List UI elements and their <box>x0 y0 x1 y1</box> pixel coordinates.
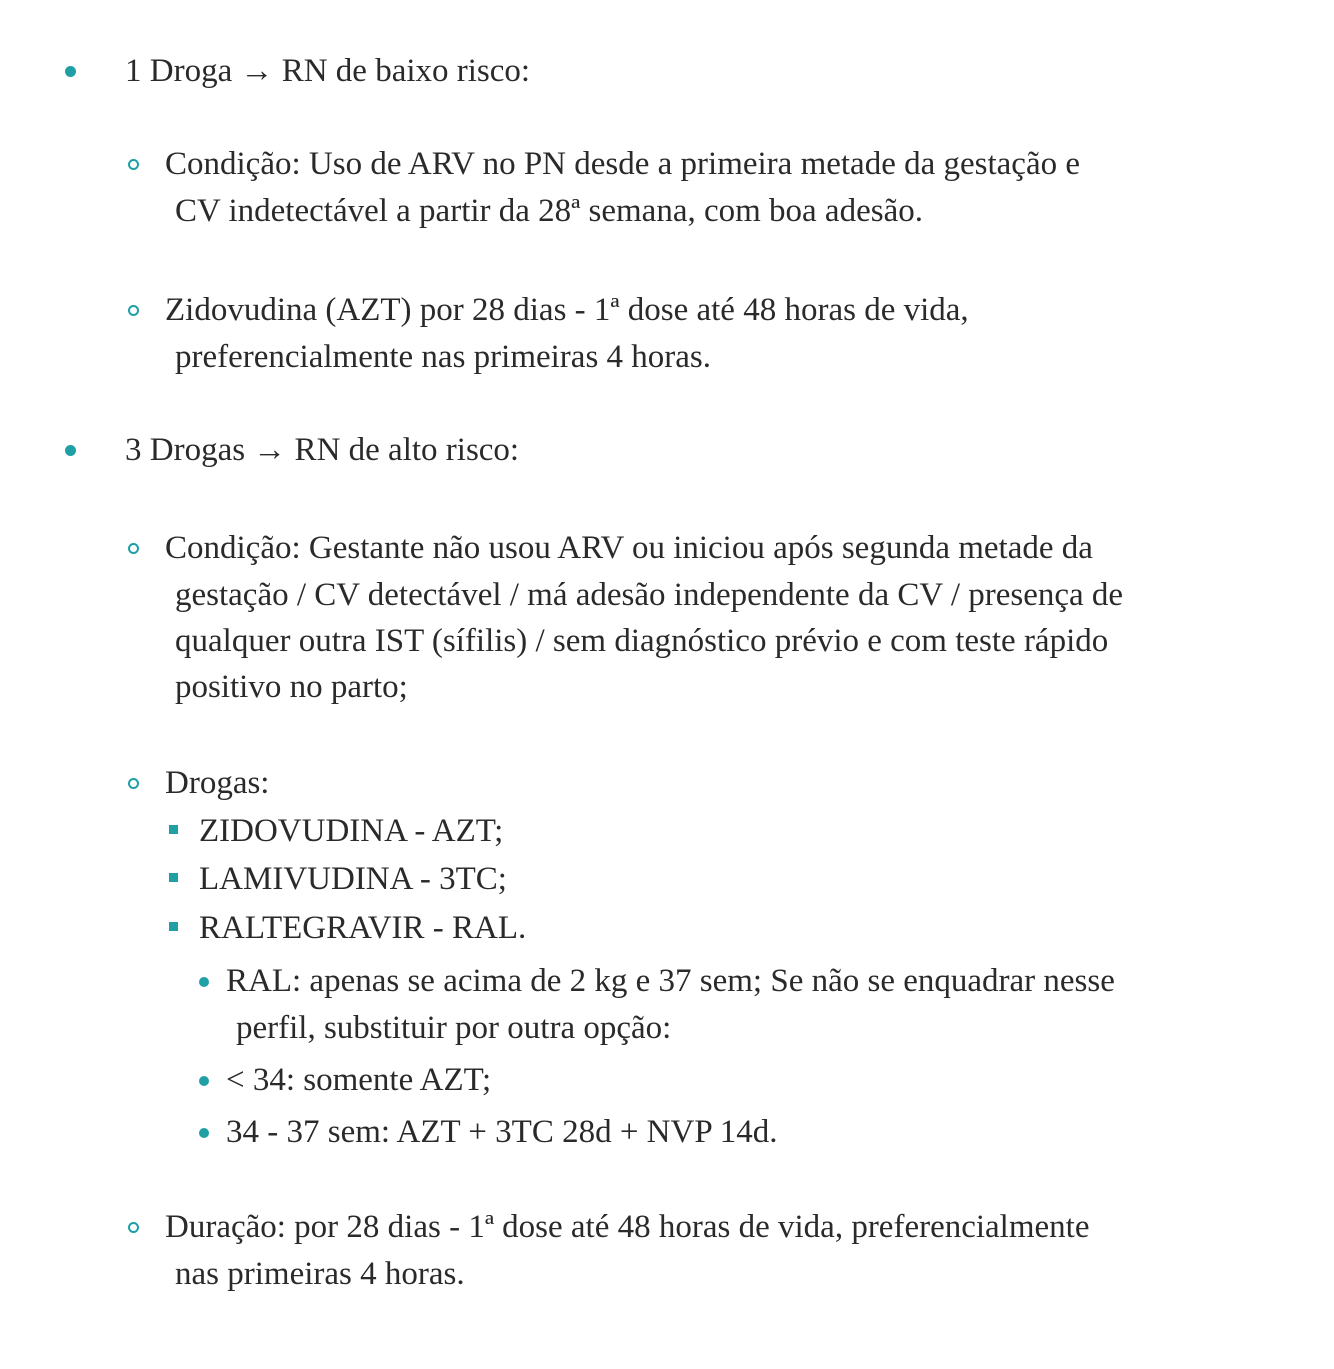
bullet-dot-icon <box>65 66 76 77</box>
section-2-condition-line-3: qualquer outra IST (sífilis) / sem diagnóstico prévio e com teste rápido <box>175 623 1109 659</box>
duracao-line-2: nas primeiras 4 horas. <box>175 1256 465 1292</box>
note-item-line-2: perfil, substituir por outra opção: <box>236 1010 672 1046</box>
circle-bullet-icon <box>128 543 139 554</box>
section-2-condition-line-2: gestação / CV detectável / má adesão independente da CV / presença de <box>175 577 1124 613</box>
note-item: 34 - 37 sem: AZT + 3TC 28d + NVP 14d. <box>226 1114 778 1150</box>
circle-bullet-icon <box>128 778 139 789</box>
bullet-dot-icon <box>65 445 76 456</box>
drug-item: RALTEGRAVIR - RAL. <box>199 910 527 946</box>
section-1-item-1-line-2: CV indetectável a partir da 28ª semana, com boa adesão. <box>175 193 923 229</box>
section-1-item-1-line-1: Condição: Uso de ARV no PN desde a primeira metade da gestação e <box>165 146 1080 182</box>
drogas-label: Drogas: <box>165 765 270 801</box>
section-1-item-2-line-1: Zidovudina (AZT) por 28 dias - 1ª dose até 48 horas de vida, <box>165 292 969 328</box>
small-dot-icon <box>199 1076 209 1086</box>
note-item: < 34: somente AZT; <box>226 1062 492 1098</box>
square-bullet-icon <box>169 922 178 931</box>
section-1-item-2-line-2: preferencialmente nas primeiras 4 horas. <box>175 339 712 375</box>
circle-bullet-icon <box>128 1222 139 1233</box>
drug-item: ZIDOVUDINA - AZT; <box>199 813 504 849</box>
section-2-title: 3 Drogas → RN de alto risco: <box>125 432 520 468</box>
small-dot-icon <box>199 977 209 987</box>
circle-bullet-icon <box>128 159 139 170</box>
square-bullet-icon <box>169 873 178 882</box>
drug-item: LAMIVUDINA - 3TC; <box>199 861 507 897</box>
small-dot-icon <box>199 1128 209 1138</box>
section-2-condition-line-1: Condição: Gestante não usou ARV ou iniciou após segunda metade da <box>165 530 1093 566</box>
square-bullet-icon <box>169 825 178 834</box>
section-1-title: 1 Droga → RN de baixo risco: <box>125 53 531 89</box>
circle-bullet-icon <box>128 305 139 316</box>
section-2-condition-line-4: positivo no parto; <box>175 669 408 705</box>
duracao-line-1: Duração: por 28 dias - 1ª dose até 48 horas de vida, preferencialmente <box>165 1209 1090 1245</box>
note-item-line-1: RAL: apenas se acima de 2 kg e 37 sem; Se não se enquadrar nesse <box>226 963 1115 999</box>
